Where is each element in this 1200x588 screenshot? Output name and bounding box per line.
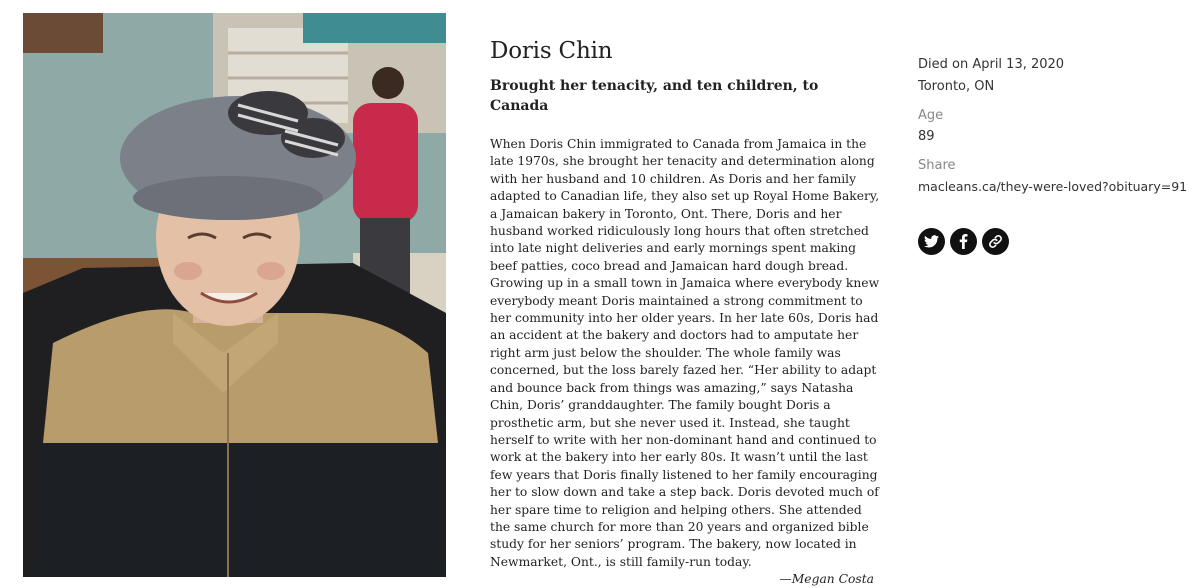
obituary-article <box>490 36 880 588</box>
share-label: Share <box>918 158 956 173</box>
facebook-share-button[interactable] <box>950 228 977 255</box>
link-icon <box>988 234 1003 249</box>
copy-link-button[interactable] <box>982 228 1009 255</box>
obituary-headline: Brought her tenacity, and ten children, to Canada <box>490 78 819 114</box>
portrait-photo <box>23 13 446 577</box>
death-date: Died on April 13, 2020 <box>918 57 1065 72</box>
obituary-body: When Doris Chin immigrated to Canada from Jamaica in the late 1970s, she brought her tenacity and determination along with her husband and 10 children. As Doris and her family adapted to Canadian life, they also set up Royal Home Bakery, a Jamaican bakery in Toronto, Ont. There, Doris and her husband worked ridiculously long hours that often stretched into late night deliveries and early mornings spent making beef patties, coco bread and Jamaican hard dough bread. Growing up in a small town in Jamaica where everybody knew everybody meant Doris maintained a strong commitment to her community into her older years. In her late 60s, Doris had an accident at the bakery and doctors had to amputate her right arm just below the shoulder. The whole family was concerned, but the loss barely fazed her. “Her ability to adapt and bounce back from things was amazing,” says Natasha Chin, Doris’ granddaughter. The family bought Doris a prosthetic arm, but she never used it. Instead, she taught herself to write with her non-dominant hand and continued to work at the bakery into her early 80s. It wasn’t until the last few years that Doris finally listened to her family encouraging her to slow down and take a step back. Doris devoted much of her spare time to religion and helping others. She attended the same church for more than 20 years and organized bible study for her seniors’ program. The bakery, now located in Newmarket, Ont., is still family-run today. <box>490 137 880 569</box>
obituary-byline: —Megan Costa <box>779 572 874 587</box>
portrait-illustration <box>23 13 446 577</box>
obituary-name: Doris Chin <box>490 38 613 64</box>
obituary-details <box>918 54 1198 255</box>
twitter-share-button[interactable] <box>918 228 945 255</box>
death-location: Toronto, ON <box>918 79 995 94</box>
twitter-icon <box>924 235 939 248</box>
social-share-buttons <box>918 228 1198 255</box>
facebook-icon <box>959 234 968 249</box>
share-link[interactable]: macleans.ca/they-were-loved?obituary=91 <box>918 179 1188 194</box>
age-label: Age <box>918 108 944 123</box>
age-value: 89 <box>918 129 935 144</box>
